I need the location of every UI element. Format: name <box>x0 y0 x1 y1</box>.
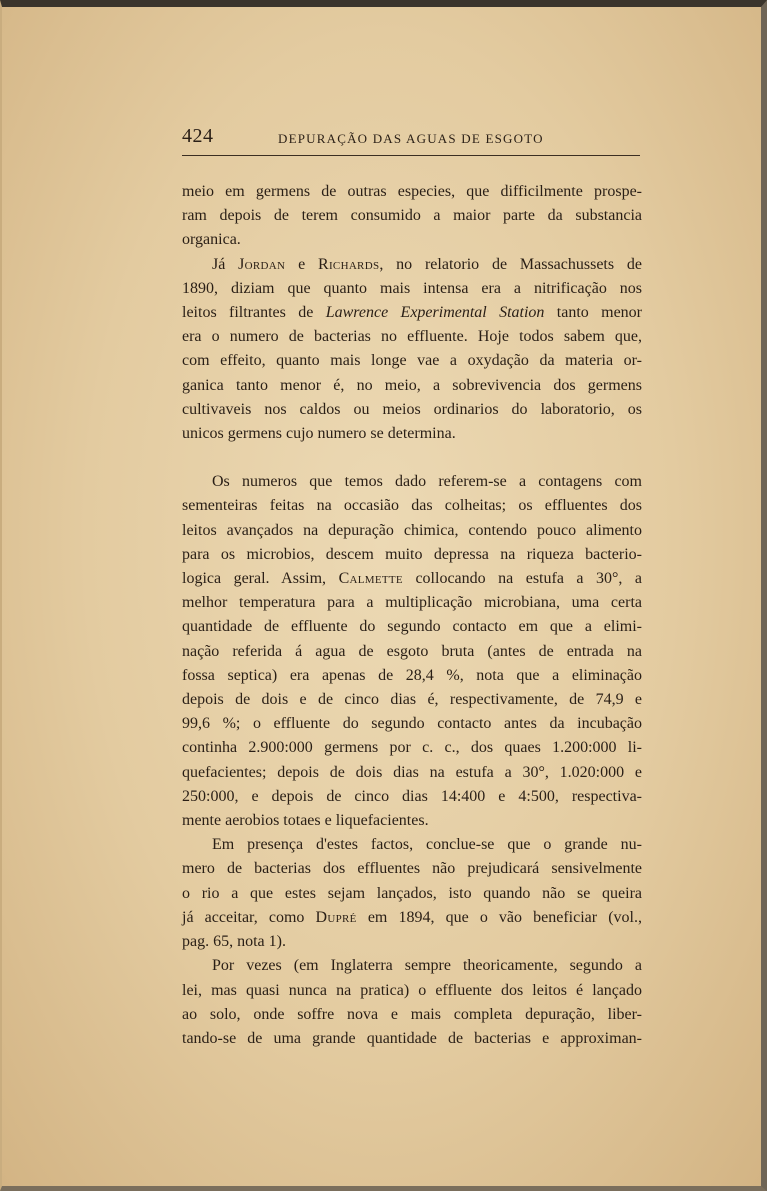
text-segment: em 1894, que o vão beneficiar (vol., <box>356 908 642 926</box>
text-line <box>182 301 642 325</box>
author-name: Dupré <box>315 908 357 926</box>
text-line: continha 2.900:000 germens por c. c., dos quaes 1.200:000 li- <box>182 739 642 757</box>
text-segment: collocando na estufa a 30°, a <box>402 570 642 588</box>
text-line <box>182 253 642 277</box>
page-header <box>182 125 640 156</box>
text-line: depois de dois e de cinco dias é, respectivamente, de 74,9 e <box>182 691 642 709</box>
text-line <box>182 567 642 591</box>
text-segment: , no relatorio de Massachussets de <box>379 255 643 273</box>
text-line: 1890, diziam que quanto mais intensa era a nitrificação nos <box>182 279 642 297</box>
text-line: Por vezes (em Inglaterra sempre theoricamente, segundo a <box>212 957 642 975</box>
text-line: mente aerobios totaes e liquefacientes. <box>182 812 429 830</box>
text-line: Em presença d'estes factos, conclue-se que o grande nu- <box>212 836 642 854</box>
paragraph-1 <box>182 180 642 253</box>
section-gap <box>182 446 642 470</box>
text-segment: já acceitar, como <box>182 908 316 926</box>
text-line: melhor temperatura para a multiplicação microbiana, uma certa <box>182 594 642 612</box>
text-line: leitos avançados na depuração chimica, contendo pouco alimento <box>182 521 642 539</box>
paragraph-4 <box>182 833 642 954</box>
author-name: Richards <box>318 255 380 273</box>
text-line: pag. 65, nota 1). <box>182 933 286 951</box>
text-line: era o numero de bacterias no effluente. Hoje todos sabem que, <box>182 328 642 346</box>
italic-title: Lawrence Experimental Station <box>325 304 545 322</box>
text-line: quantidade de effluente do segundo contacto em que a elimi- <box>182 618 642 636</box>
text-line <box>182 906 642 930</box>
text-line: 99,6 %; o effluente do segundo contacto antes da incubação <box>182 715 642 733</box>
text-line: lei, mas quasi nunca na pratica) o effluente dos leitos é lançado <box>182 981 642 999</box>
text-line: 250:000, e depois de cinco dias 14:400 e 4:500, respectiva- <box>182 787 642 805</box>
text-line: nação referida á agua de esgoto bruta (antes de entrada na <box>182 642 642 660</box>
text-line: unicos germens cujo numero se determina. <box>182 425 456 443</box>
text-line: organica. <box>182 231 241 249</box>
paragraph-5 <box>182 954 642 1051</box>
text-line: com effeito, quanto mais longe vae a oxydação da materia or- <box>182 352 642 370</box>
page-number: 424 <box>182 125 214 147</box>
text-line: Os numeros que temos dado referem-se a contagens com <box>212 473 642 491</box>
text-line: cultivaveis nos caldos ou meios ordinarios do laboratorio, os <box>182 400 642 418</box>
text-line: para os microbios, descem muito depressa na riqueza bacterio- <box>182 545 642 563</box>
text-line: meio em germens de outras especies, que difficilmente prospe- <box>182 183 642 200</box>
text-line: mero de bacterias dos effluentes não prejudicará sensivelmente <box>182 860 642 878</box>
text-segment: tanto menor <box>544 304 643 322</box>
author-name: Jordan <box>238 255 286 273</box>
text-segment: e <box>285 255 318 273</box>
text-segment: logica geral. Assim, <box>182 570 339 588</box>
paragraph-2 <box>182 253 642 447</box>
paragraph-3 <box>182 470 642 833</box>
text-line: quefacientes; depois de dois dias na estufa a 30°, 1.020:000 e <box>182 763 642 781</box>
text-line: ram depois de terem consumido a maior parte da substancia <box>182 207 642 225</box>
text-line: tando-se de uma grande quantidade de bacterias e approximan- <box>182 1029 642 1047</box>
text-segment: leitos filtrantes de <box>182 304 326 322</box>
text-line: ao solo, onde soffre nova e mais completa depuração, liber- <box>182 1005 642 1023</box>
text-segment: Já <box>212 255 239 273</box>
running-title: DEPURAÇÃO DAS AGUAS DE ESGOTO <box>278 131 544 146</box>
text-line: ganica tanto menor é, no meio, a sobrevivencia dos germens <box>182 376 642 394</box>
text-line: fossa septica) era apenas de 28,4 %, nota que a eliminação <box>182 666 642 684</box>
text-line: o rio a que estes sejam lançados, isto quando não se queira <box>182 884 642 902</box>
page-body <box>182 180 642 1051</box>
author-name: Calmette <box>338 570 403 588</box>
text-line: sementeiras feitas na occasião das colheitas; os effluentes dos <box>182 497 642 515</box>
